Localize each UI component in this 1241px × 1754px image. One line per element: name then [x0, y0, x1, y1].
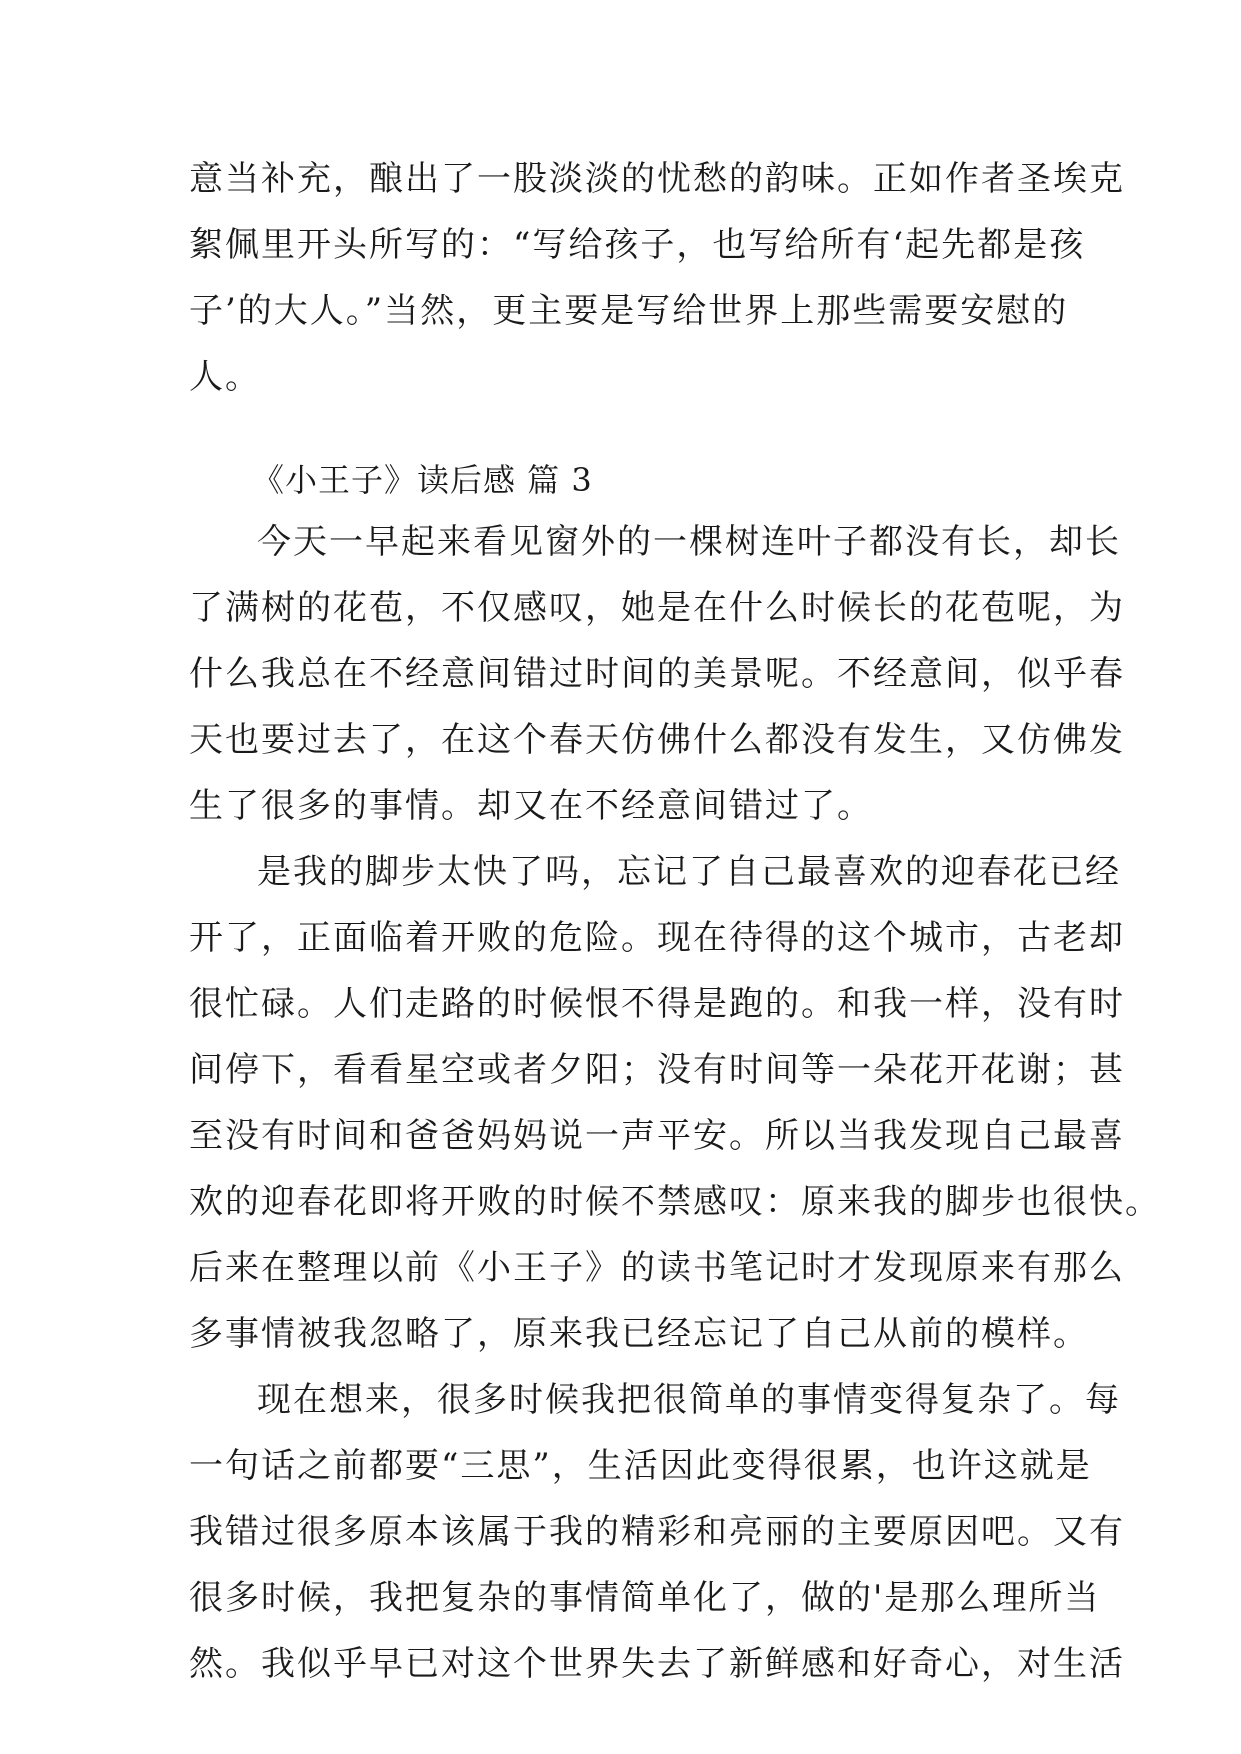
- text-line: 现在想来，很多时候我把很简单的事情变得复杂了。每: [257, 1380, 1121, 1420]
- text-line: 了满树的花苞，不仅感叹，她是在什么时候长的花苞呢，为: [189, 588, 1125, 628]
- continuation-paragraph: [189, 146, 1125, 410]
- text-line: 絮佩里开头所写的：“写给孩子，也写给所有‘起先都是孩: [189, 225, 1086, 265]
- text-line: 什么我总在不经意间错过时间的美景呢。不经意间，似乎春: [189, 654, 1125, 694]
- text-line: 很多时候，我把复杂的事情简单化了，做的'是那么理所当: [189, 1578, 1101, 1618]
- text-line: 间停下，看看星空或者夕阳；没有时间等一朵花开花谢；甚: [189, 1050, 1125, 1090]
- text-line: 人。: [189, 357, 261, 397]
- text-line: 一句话之前都要“三思”，生活因此变得很累，也许这就是: [189, 1446, 1092, 1486]
- paragraph-3: [189, 1367, 1125, 1697]
- text-line: 意当补充，酿出了一股淡淡的忧愁的韵味。正如作者圣埃克: [189, 159, 1125, 199]
- text-line: 后来在整理以前《小王子》的读书笔记时才发现原来有那么: [189, 1248, 1125, 1288]
- text-line: 至没有时间和爸爸妈妈说一声平安。所以当我发现自己最喜: [189, 1116, 1125, 1156]
- text-line: 生了很多的事情。却又在不经意间错过了。: [189, 786, 873, 826]
- section-heading: 《小王子》读后感 篇 3: [252, 461, 593, 499]
- text-line: 今天一早起来看见窗外的一棵树连叶子都没有长，却长: [257, 522, 1121, 562]
- text-line: 开了，正面临着开败的危险。现在待得的这个城市，古老却: [189, 918, 1125, 958]
- text-line: 多事情被我忽略了，原来我已经忘记了自己从前的模样。: [189, 1314, 1089, 1354]
- paragraph-1: [189, 509, 1125, 839]
- text-line: 我错过很多原本该属于我的精彩和亮丽的主要原因吧。又有: [189, 1512, 1125, 1552]
- text-line: 欢的迎春花即将开败的时候不禁感叹：原来我的脚步也很快。: [189, 1182, 1161, 1222]
- text-line: 然。我似乎早已对这个世界失去了新鲜感和好奇心，对生活: [189, 1644, 1125, 1684]
- text-line: 子’的大人。”当然，更主要是写给世界上那些需要安慰的: [189, 291, 1069, 331]
- paragraph-2: [189, 839, 1161, 1367]
- text-line: 是我的脚步太快了吗，忘记了自己最喜欢的迎春花已经: [257, 852, 1121, 892]
- text-line: 很忙碌。人们走路的时候恨不得是跑的。和我一样，没有时: [189, 984, 1125, 1024]
- text-line: 天也要过去了，在这个春天仿佛什么都没有发生，又仿佛发: [189, 720, 1125, 760]
